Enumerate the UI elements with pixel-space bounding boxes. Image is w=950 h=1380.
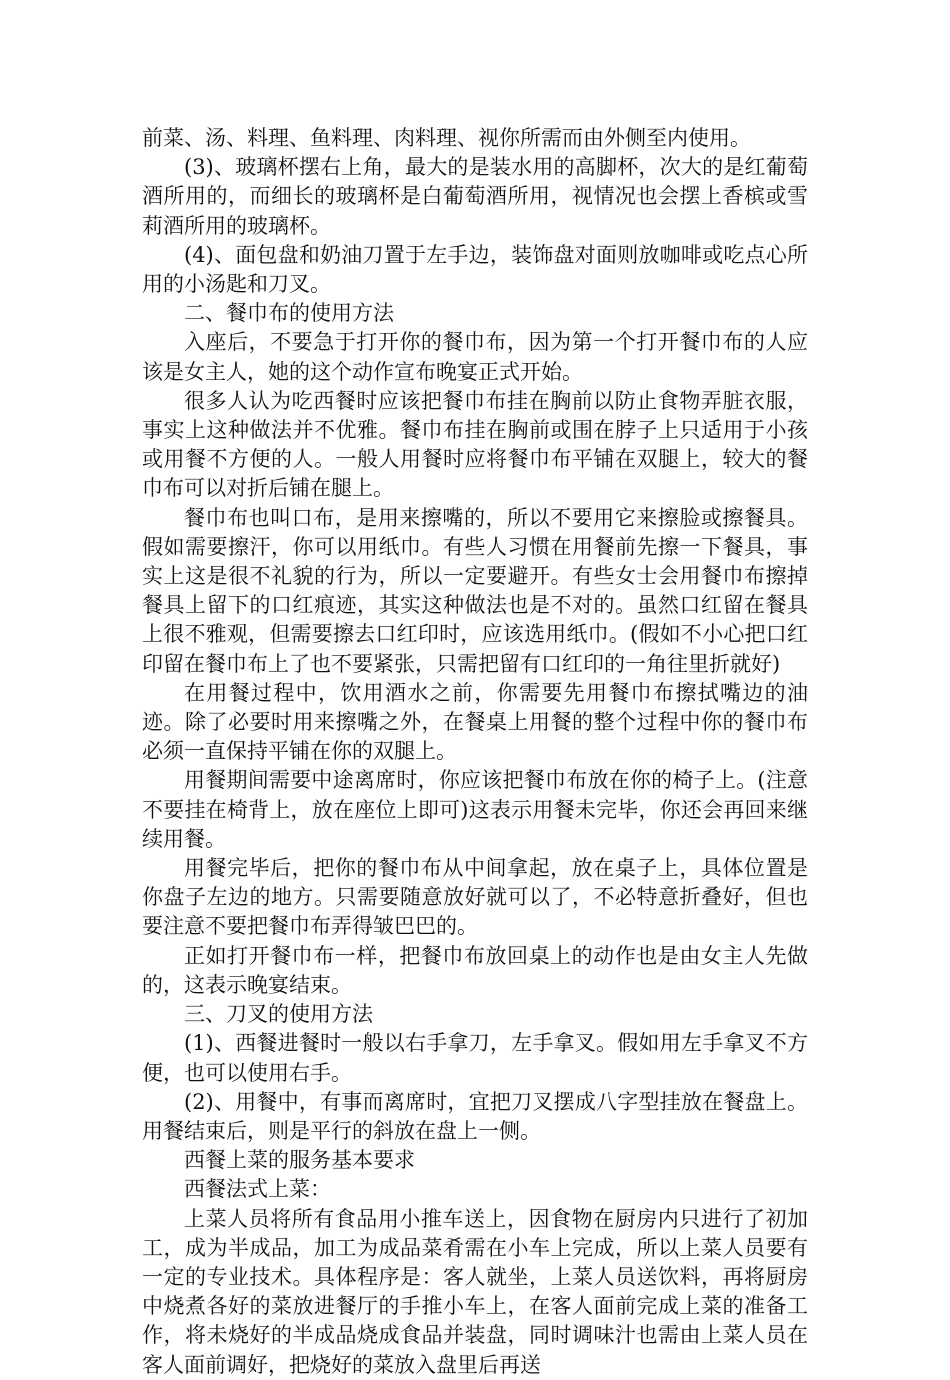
paragraph-cutlery-position: (2)、用餐中，有事而离席时，宜把刀叉摆成八字型挂放在餐盘上。用餐结束后，则是平行的斜放在盘上一侧。 bbox=[142, 1089, 808, 1143]
subheading-french-service: 西餐法式上菜： bbox=[184, 1177, 331, 1202]
section-heading-cutlery: 三、刀叉的使用方法 bbox=[184, 1002, 373, 1027]
paragraph-napkin-drink: 在用餐过程中，饮用酒水之前，你需要先用餐巾布擦拭嘴边的油迹。除了必要时用来擦嘴之外，在餐桌上用餐的整个过程中你的餐巾布必须一直保持平铺在你的双腿上。 bbox=[142, 680, 808, 764]
paragraph-bread-plate: (4)、面包盘和奶油刀置于左手边，装饰盘对面则放咖啡或吃点心所用的小汤匙和刀叉。 bbox=[142, 242, 808, 297]
paragraph-continuation: 前菜、汤、料理、鱼料理、肉料理、视你所需而由外侧至内使用。 bbox=[142, 126, 751, 150]
paragraph-french-service: 上菜人员将所有食品用小推车送上，因食物在厨房内只进行了初加工，成为半成品，加工为成品菜肴需在小车上完成，所以上菜人员要有一定的专业技术。具体程序是：客人就坐，上菜人员送饮料，再将厨房中烧煮各好的菜放进餐厅的手推小车上，在客人面前完成上菜的准备工作，将未烧好的半成品烧成食品并装盘，同时调味汁也需由上菜人员在客人面前调好，把烧好的菜放入盘里后再送 bbox=[142, 1206, 808, 1377]
paragraph-napkin-leave: 用餐期间需要中途离席时，你应该把餐巾布放在你的椅子上。(注意不要挂在椅背上，放在座位上即可)这表示用餐未完毕，你还会再回来继续用餐。 bbox=[142, 768, 808, 851]
paragraph-napkin-lap: 很多人认为吃西餐时应该把餐巾布挂在胸前以防止食物弄脏衣服，事实上这种做法并不优雅。餐巾布挂在胸前或围在脖子上只适用于小孩或用餐不方便的人。一般人用餐时应将餐巾布平铺在双腿上，较大的餐巾布可以对折后铺在腿上。 bbox=[142, 388, 808, 501]
paragraph-napkin-open: 入座后，不要急于打开你的餐巾布，因为第一个打开餐巾布的人应该是女主人，她的这个动作宣布晚宴正式开始。 bbox=[142, 330, 808, 384]
paragraph-napkin-finish: 用餐完毕后，把你的餐巾布从中间拿起，放在桌子上，具体位置是你盘子左边的地方。只需要随意放好就可以了，不必特意折叠好，但也要注意不要把餐巾布弄得皱巴巴的。 bbox=[142, 856, 808, 939]
paragraph-glass-placement: (3)、玻璃杯摆右上角，最大的是装水用的高脚杯，次大的是红葡萄酒所用的，而细长的玻璃杯是白葡萄酒所用，视情况也会摆上香槟或雪莉酒所用的玻璃杯。 bbox=[142, 155, 808, 238]
paragraph-napkin-wipe: 餐巾布也叫口布，是用来擦嘴的，所以不要用它来擦脸或擦餐具。假如需要擦汗，你可以用纸巾。有些人习惯在用餐前先擦一下餐具，事实上这是很不礼貌的行为，所以一定要避开。有些女士会用餐巾布擦掉餐具上留下的口红痕迹，其实这种做法也是不对的。虽然口红留在餐具上很不雅观，但需要擦去口红印时，应该选用纸巾。(假如不小心把口红印留在餐巾布上了也不要紧张，只需把留有口红印的一角往里折就好) bbox=[142, 505, 808, 676]
document-body bbox=[142, 124, 808, 1380]
paragraph-cutlery-hands: (1)、西餐进餐时一般以右手拿刀，左手拿叉。假如用左手拿叉不方便，也可以使用右手。 bbox=[142, 1031, 808, 1085]
section-heading-napkin: 二、餐巾布的使用方法 bbox=[184, 301, 394, 326]
paragraph-napkin-hostess: 正如打开餐巾布一样，把餐巾布放回桌上的动作也是由女主人先做的，这表示晚宴结束。 bbox=[142, 943, 808, 997]
section-heading-serving: 西餐上菜的服务基本要求 bbox=[184, 1148, 415, 1173]
